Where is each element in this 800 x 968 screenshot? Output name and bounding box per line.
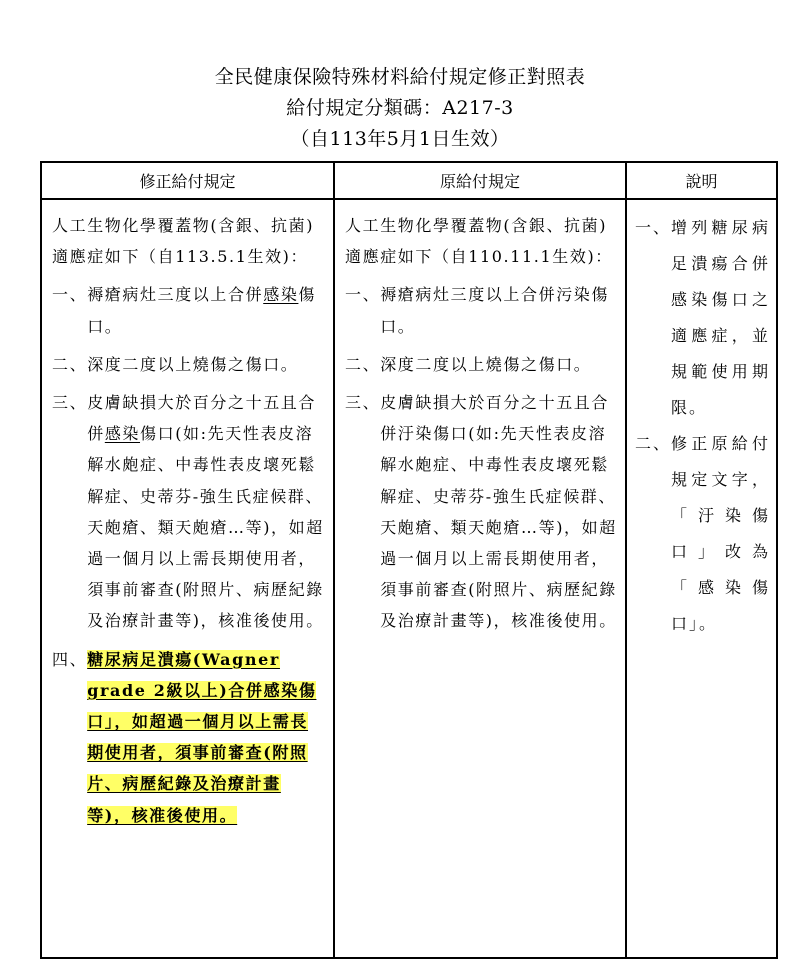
underlined-term: 感染 <box>263 285 299 305</box>
note-2 <box>635 426 770 642</box>
original-intro: 人工生物化學覆蓋物(含銀、抗菌)適應症如下（自110.11.1生效)： <box>345 216 613 267</box>
table-header-row <box>41 162 777 199</box>
title-effective-date: （自113年5月1日生效） <box>290 128 510 150</box>
underlined-term: 感染 <box>104 424 141 444</box>
item-text-tail: 傷口(如:先天性表皮溶解水皰症、中毒性表皮壞死鬆解症、史蒂芬-強生氏症候群、天皰瘡、類天皰瘡…等)，如超過一個月以上需長期使用者，須事前審查(附照片、病歷紀錄及治療計畫等)，核准後使用。 <box>87 424 324 631</box>
item-text: 褥瘡病灶三度以上合併 <box>87 285 264 305</box>
item-text: 皮膚缺損大於百分之十五且合併 <box>87 393 317 444</box>
notes-cell <box>626 199 777 958</box>
item-text: 皮膚缺損大於百分之十五且合併汙染傷口(如:先天性表皮溶解水皰症、中毒性表皮壞死鬆解症、史蒂芬-強生氏症候群、天皰瘡、類天皰瘡…等)，如超過一個月以上需長期使用者，須事前審查(附照片、病歷紀錄及治療計畫等)，核准後使用。 <box>380 393 617 631</box>
header-notes: 說明 <box>626 162 777 199</box>
item-text: 深度二度以上燒傷之傷口。 <box>87 354 299 374</box>
table-body-row <box>41 199 777 958</box>
item-number: 一、 <box>52 285 88 305</box>
title-code: 給付規定分類碼：A217-3 <box>286 97 514 119</box>
revised-intro: 人工生物化學覆蓋物(含銀、抗菌)適應症如下（自113.5.1生效)： <box>52 216 315 267</box>
revised-item-1 <box>52 279 325 341</box>
item-number: 三、 <box>52 393 88 413</box>
note-text: 增列糖尿病足潰瘍合併感染傷口之適應症，並規範使用期限。 <box>671 218 770 417</box>
item-number: 一、 <box>345 285 381 305</box>
item-text: 深度二度以上燒傷之傷口。 <box>380 354 592 374</box>
note-number: 二、 <box>635 434 672 453</box>
item-number: 二、 <box>52 354 88 374</box>
note-1 <box>635 210 770 426</box>
revised-item-2 <box>52 349 325 380</box>
note-number: 一、 <box>635 218 672 237</box>
revised-cell <box>41 199 334 958</box>
revised-item-4-new <box>52 644 325 831</box>
original-cell <box>334 199 626 958</box>
item-text-tail: 傷口。 <box>87 285 317 336</box>
header-revised: 修正給付規定 <box>41 162 334 199</box>
header-original: 原給付規定 <box>334 162 626 199</box>
highlighted-new-text: 糖尿病足潰瘍(Wagner grade 2級以上)合併感染傷口」，如超過一個月以上需長期使用者，須事前審查(附照片、病歷紀錄及治療計畫等)，核准後使用。 <box>87 649 317 825</box>
item-number: 二、 <box>345 354 381 374</box>
original-item-3 <box>345 387 617 637</box>
original-item-1 <box>345 279 617 341</box>
item-number: 三、 <box>345 393 381 413</box>
item-text: 褥瘡病灶三度以上合併污染傷口。 <box>380 285 610 336</box>
revised-item-3 <box>52 387 325 637</box>
document-title <box>0 62 800 155</box>
comparison-table <box>40 161 778 959</box>
item-number: 四、 <box>52 649 88 669</box>
title-main: 全民健康保險特殊材料給付規定修正對照表 <box>214 66 586 88</box>
original-item-2 <box>345 349 617 380</box>
note-text: 修正原給付規定文字，「汙染傷口」改為「感染傷口」。 <box>671 434 770 633</box>
